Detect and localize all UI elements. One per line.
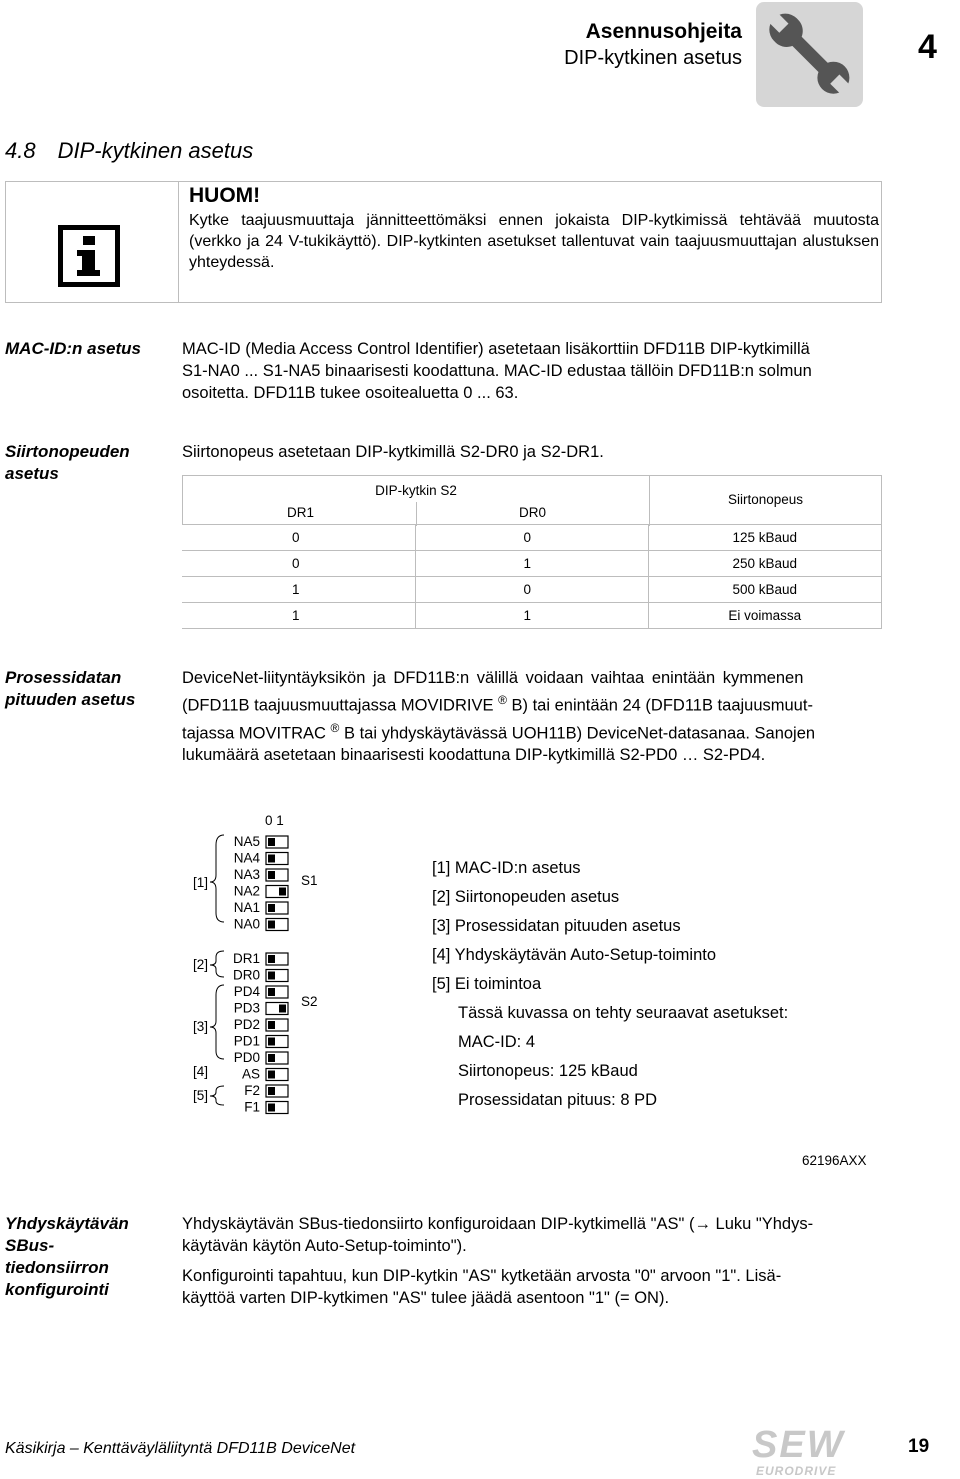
process-line-1: DeviceNet-liityntäyksikön ja DFD11B:n välillä voidaan vaihtaa enintään kymmenen [182,669,804,687]
dip-label-na0: NA0 [233,916,260,932]
dip-knob-na3 [268,871,275,879]
process-side-line-2: pituuden asetus [5,690,136,709]
bracket-3 [210,985,224,1059]
dip-knob-na1 [268,904,275,912]
dip-knob-dr1 [268,955,275,963]
gateway-paragraph-1 [182,1213,813,1257]
bracket-5 [210,1086,224,1105]
section-title-text: DIP-kytkinen asetus [57,138,254,163]
settings-pd: Prosessidatan pituus: 8 PD [458,1091,658,1109]
process-line-2: (DFD11B taajuusmuuttajassa MOVIDRIVE ® B) tai enintään 24 (DFD11B taajuusmuut- [182,693,813,715]
bracket-1 [210,835,224,922]
dip-label-na2: NA2 [233,883,260,899]
figure-legend [432,854,716,999]
speed-side-line-2: asetus [5,464,59,483]
dip-label-pd1: PD1 [233,1033,260,1049]
table-cell-dr1: 1 [182,603,415,629]
gateway-side-line-3: tiedonsiirron [5,1258,109,1277]
dip-knob-pd2 [268,1021,275,1029]
table-cell-dr0: 0 [415,577,648,603]
figure-settings [458,999,788,1115]
speed-intro: Siirtonopeus asetetaan DIP-kytkimillä S2-DR0 ja S2-DR1. [182,443,604,461]
page-number: 19 [908,1436,930,1457]
note-box [5,181,882,303]
dip-knob-pd0 [268,1054,275,1062]
dip-label-pd3: PD3 [233,1000,260,1016]
legend-item-4: [4] Yhdyskäytävän Auto-Setup-toiminto [432,946,717,964]
dip-knob-na5 [268,838,275,846]
table-cell-dr1: 0 [182,551,415,577]
process-line-4: lukumäärä asetetaan binaarisesti koodattuna DIP-kytkimillä S2-PD0 … S2-PD4. [182,746,766,764]
note-icon-cell [5,181,179,303]
bracket-label-3: [3] [193,1019,209,1034]
gateway-side-heading [5,1213,129,1301]
table-group-header: DIP-kytkin S2 [375,483,457,498]
table-cell-dr0: 1 [415,551,648,577]
speed-table-header [182,475,882,525]
dip-knob-pd1 [268,1038,275,1046]
dip-label-f1: F1 [244,1099,260,1115]
speed-side-heading [5,441,130,485]
eurodrive-logo: EURODRIVE [756,1464,837,1478]
table-col-rate: Siirtonopeus [727,492,804,507]
bracket-label-1: [1] [193,875,209,890]
dip-label-na4: NA4 [233,850,260,866]
dip-label-pd2: PD2 [233,1017,260,1032]
table-cell-rate: 125 kBaud [648,525,882,551]
dip-column-header: 0 1 [265,813,284,828]
dip-knob-na4 [268,855,275,863]
table-cell-dr0: 0 [415,525,648,551]
process-paragraph [182,667,882,766]
table-row [182,577,882,603]
process-line-3: tajassa MOVITRAC ® B tai yhdyskäytävässä UOH11B) DeviceNet-datasanaa. Sanojen [182,720,816,742]
table-cell-rate: 250 kBaud [648,551,882,577]
dip-label-as: AS [241,1066,260,1082]
dip-label-dr0: DR0 [232,967,260,983]
gateway-p1-line-2: käytävän käytön Auto-Setup-toiminto"). [182,1237,467,1255]
process-side-line-1: Prosessidatan [5,668,122,687]
table-col-dr1: DR1 [287,505,315,520]
dip-knob-na2 [279,888,286,896]
section-number: 4.8 [5,138,36,163]
dip-label-pd0: PD0 [233,1050,260,1065]
note-heading: HUOM! [189,184,261,207]
dip-label-na5: NA5 [233,834,260,849]
dip-knob-as [268,1071,275,1079]
legend-item-3: [3] Prosessidatan pituuden asetus [432,917,681,935]
table-cell-dr1: 0 [182,525,415,551]
dip-label-na1: NA1 [233,900,260,915]
settings-speed: Siirtonopeus: 125 kBaud [458,1062,638,1080]
dip-label-pd4: PD4 [233,984,260,999]
legend-item-5: [5] Ei toimintoa [432,975,542,993]
legend-item-2: [2] Siirtonopeuden asetus [432,888,620,906]
table-cell-dr1: 1 [182,577,415,603]
table-row [182,603,882,629]
bracket-label-4: [4] [193,1064,209,1079]
table-cell-dr0: 1 [415,603,648,629]
chapter-number: 4 [918,28,937,66]
mac-line-3: osoitetta. DFD11B tukee osoitealuetta 0 ... 63. [182,384,519,402]
dip-knob-dr0 [268,972,275,980]
dip-knob-pd4 [268,988,275,996]
table-cell-rate: 500 kBaud [648,577,882,603]
speed-table [182,525,882,629]
dip-knob-f1 [268,1104,275,1112]
gateway-p2-line-1: Konfigurointi tapahtuu, kun DIP-kytkin "AS" kytketään arvosta "0" arvoon "1". Lisä- [182,1267,782,1285]
dip-s2-label: S2 [301,994,318,1009]
process-side-heading [5,667,135,711]
legend-item-1: [1] MAC-ID:n asetus [432,859,581,877]
gateway-side-line-4: konfigurointi [5,1280,109,1299]
table-cell-rate: Ei voimassa [648,603,882,629]
footer-text: Käsikirja – Kenttäväyläliityntä DFD11B DeviceNet [5,1440,356,1457]
wrench-icon [756,2,863,107]
bracket-2 [210,951,224,977]
table-col-dr0: DR0 [519,505,547,520]
dip-knob-na0 [268,921,275,929]
header-subtitle: DIP-kytkinen asetus [564,47,742,69]
dip-label-f2: F2 [244,1083,260,1098]
table-row [182,551,882,577]
gateway-side-line-2: SBus- [5,1236,55,1255]
info-icon [58,225,120,287]
header-subdivider [416,502,417,526]
dip-knob-f2 [268,1087,275,1095]
dip-label-dr1: DR1 [232,951,260,966]
section-title [5,138,253,164]
figure-code: 62196AXX [802,1153,867,1168]
settings-mac: MAC-ID: 4 [458,1033,536,1051]
note-body: Kytke taajuusmuuttaja jännitteettömäksi ennen jokaista DIP-kytkimissä tehtävää muutosta (verkko ja 24 V-tukikäyttö). DIP-kytkinten asetukset tallentuvat vain taajuusmuuttajan alustuksen yhteydessä. [189,212,879,271]
dip-knob-pd3 [279,1005,286,1013]
mac-side-heading: MAC-ID:n asetus [5,339,142,358]
mac-line-2: S1-NA0 ... S1-NA5 binaarisesti koodattuna. MAC-ID edustaa tällöin DFD11B:n solmun [182,362,812,380]
table-row [182,525,882,551]
gateway-paragraph-2 [182,1265,781,1309]
dip-switch-figure [180,805,360,1120]
settings-intro: Tässä kuvassa on tehty seuraavat asetukset: [458,1004,789,1022]
speed-side-line-1: Siirtonopeuden [5,442,130,461]
dip-label-na3: NA3 [233,867,260,882]
bracket-label-5: [5] [193,1088,209,1103]
gateway-p1-line-1: Yhdyskäytävän SBus-tiedonsiirto konfiguroidaan DIP-kytkimellä "AS" (→ Luku "Yhdys- [182,1215,814,1233]
gateway-p2-line-2: käyttöä varten DIP-kytkimen "AS" tulee jäädä asentoon "1" (= ON). [182,1289,670,1307]
note-text-cell [178,181,882,303]
mac-line-1: MAC-ID (Media Access Control Identifier) asetetaan lisäkorttiin DFD11B DIP-kytkimillä [182,340,810,358]
bracket-label-2: [2] [193,957,209,972]
header-title: Asennusohjeita [585,20,742,43]
sew-logo: SEW [752,1424,845,1466]
gateway-side-line-1: Yhdyskäytävän [5,1214,129,1233]
dip-s1-label: S1 [301,873,318,888]
